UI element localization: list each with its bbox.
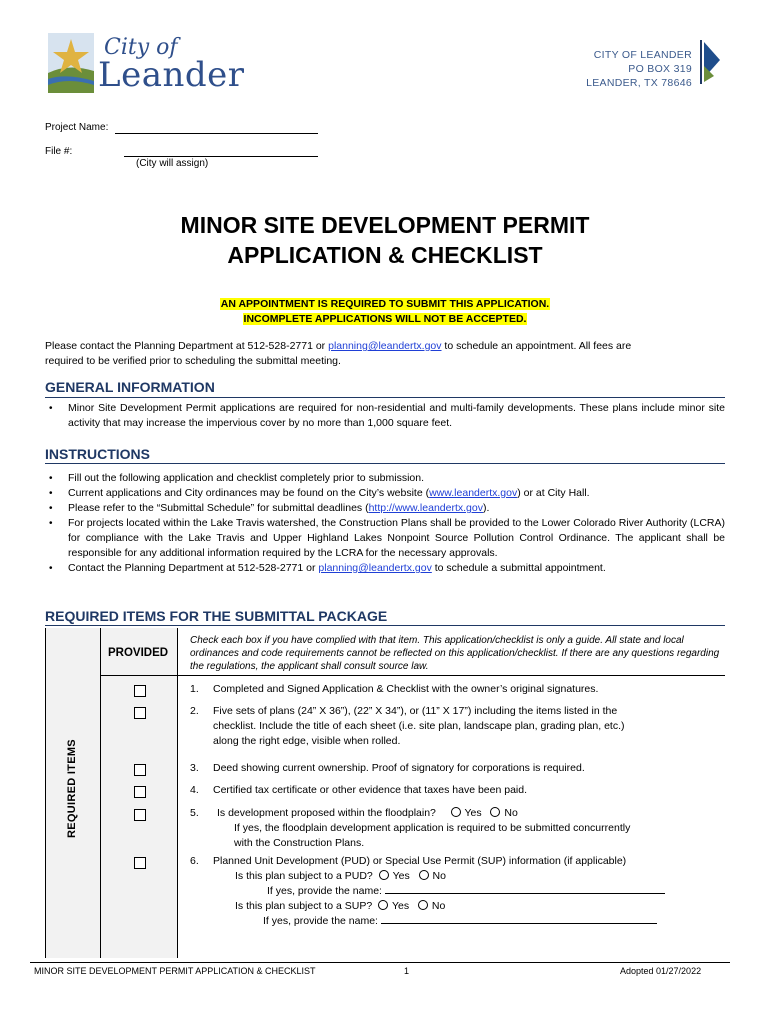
item-number: 3. bbox=[190, 762, 199, 774]
sup-yes-radio[interactable] bbox=[378, 900, 388, 910]
question-text: Is development proposed within the floodplain? bbox=[217, 807, 436, 819]
item-text: with the Construction Plans. bbox=[234, 837, 365, 849]
instructions-heading: INSTRUCTIONS bbox=[45, 446, 150, 462]
list-item bbox=[45, 561, 725, 576]
required-items-heading: REQUIRED ITEMS FOR THE SUBMITTAL PACKAGE bbox=[45, 608, 388, 624]
item-4-checkbox[interactable] bbox=[134, 786, 146, 798]
provided-column-header: PROVIDED bbox=[108, 647, 169, 659]
pud-name-row bbox=[267, 884, 665, 899]
item-number: 6. bbox=[190, 855, 199, 867]
general-information-heading: GENERAL INFORMATION bbox=[45, 379, 215, 395]
item-text: Five sets of plans (24” X 36”), (22” X 34”), or (11” X 17”) including the items listed in the bbox=[213, 705, 618, 717]
item-text: Completed and Signed Application & Checklist with the owner’s original signatures. bbox=[213, 683, 599, 695]
logo-city-text: City of bbox=[104, 35, 178, 60]
table-border bbox=[177, 628, 178, 958]
sup-no-radio[interactable] bbox=[418, 900, 428, 910]
section-divider bbox=[45, 397, 725, 398]
item-5-checkbox[interactable] bbox=[134, 809, 146, 821]
address-line: PO BOX 319 bbox=[628, 63, 692, 75]
page-title-line1: MINOR SITE DEVELOPMENT PERMIT bbox=[180, 212, 590, 238]
provide-name-label: If yes, provide the name: bbox=[263, 915, 378, 927]
instructions-list bbox=[45, 471, 725, 576]
project-name-field[interactable] bbox=[115, 133, 318, 134]
city-logo bbox=[48, 33, 243, 99]
contact-paragraph-line2: required to be verified prior to scheduling the submittal meeting. bbox=[45, 355, 341, 367]
list-item: • For projects located within the Lake Travis watershed, the Construction Plans shall be provided to the Lower Colorado River Authority (LCRA) for compliance with the Lake Travis and Upper Highland Lakes Nonpoint Source Pollution Control Ordinance. The applicant shall be responsible for any additional information required by the LCRA for the necessary approvals. bbox=[45, 516, 725, 561]
footer-document-title: MINOR SITE DEVELOPMENT PERMIT APPLICATION & CHECKLIST bbox=[34, 966, 316, 976]
mailing-address bbox=[586, 48, 692, 90]
star-logo-icon bbox=[48, 33, 94, 93]
section-divider bbox=[45, 625, 725, 626]
checklist-item-3 bbox=[190, 761, 725, 777]
floodplain-no-radio[interactable] bbox=[490, 807, 500, 817]
instruction-text: Please refer to the “Submittal Schedule” for submittal deadlines ( bbox=[68, 502, 369, 514]
checklist-guidance-note: Check each box if you have complied with that item. This application/checklist is only a guide. All state and local ordinances and code requirements cannot be reflected on this application/checklist. If there are any questions regarding the regulations, the applicant shall consult source law. bbox=[190, 635, 720, 672]
warning-line2: INCOMPLETE APPLICATIONS WILL NOT BE ACCEPTED. bbox=[243, 313, 527, 325]
instruction-text: Current applications and City ordinances may be found on the City’s website ( bbox=[68, 487, 430, 499]
incomplete-warning bbox=[0, 312, 770, 327]
contact-paragraph bbox=[45, 339, 730, 354]
list-item bbox=[45, 501, 725, 516]
pud-yes-radio[interactable] bbox=[379, 870, 389, 880]
floodplain-question bbox=[217, 806, 518, 821]
file-number-label: File #: bbox=[45, 146, 73, 157]
checklist-item-6 bbox=[190, 854, 725, 930]
sup-question bbox=[235, 899, 445, 914]
item-6-checkbox[interactable] bbox=[134, 857, 146, 869]
corner-flag-icon bbox=[700, 40, 722, 84]
checklist-item-1 bbox=[190, 682, 725, 698]
instruction-text: ) or at City Hall. bbox=[517, 487, 590, 499]
instruction-text: ). bbox=[482, 502, 490, 514]
submittal-schedule-link[interactable]: http://www.leandertx.gov bbox=[368, 502, 483, 514]
item-2-checkbox[interactable] bbox=[134, 707, 146, 719]
instruction-text: Contact the Planning Department at 512-528-2771 or bbox=[68, 562, 319, 574]
provide-name-label: If yes, provide the name: bbox=[267, 885, 382, 897]
radio-label: No bbox=[504, 807, 518, 819]
pud-name-field[interactable] bbox=[385, 893, 665, 894]
list-item bbox=[45, 486, 725, 501]
page-title-line2: APPLICATION & CHECKLIST bbox=[227, 242, 543, 268]
item-text: along the right edge, visible when rolled. bbox=[213, 735, 401, 747]
address-line: CITY OF LEANDER bbox=[593, 49, 692, 61]
footer-adopted-date: Adopted 01/27/2022 bbox=[620, 966, 702, 976]
general-information-list bbox=[45, 401, 725, 431]
planning-email-link[interactable]: planning@leandertx.gov bbox=[318, 562, 432, 574]
section-divider bbox=[45, 463, 725, 464]
file-number-note: (City will assign) bbox=[136, 158, 209, 169]
list-item: • Fill out the following application and checklist completely prior to submission. bbox=[45, 471, 725, 486]
sup-name-field[interactable] bbox=[381, 923, 657, 924]
question-text: Is this plan subject to a PUD? bbox=[235, 870, 373, 882]
planning-email-link[interactable]: planning@leandertx.gov bbox=[328, 340, 442, 352]
item-number: 4. bbox=[190, 784, 199, 796]
project-name-label: Project Name: bbox=[45, 122, 109, 133]
required-items-side-label: REQUIRED ITEMS bbox=[66, 739, 78, 838]
table-border bbox=[45, 628, 46, 958]
table-border bbox=[100, 675, 725, 676]
radio-label: No bbox=[432, 870, 446, 882]
file-number-field[interactable] bbox=[124, 156, 318, 157]
sup-name-row bbox=[263, 914, 657, 929]
item-text: If yes, the floodplain development application is required to be submitted concurrently bbox=[234, 822, 631, 834]
item-1-checkbox[interactable] bbox=[134, 685, 146, 697]
provided-column-shade bbox=[45, 628, 178, 958]
footer-divider bbox=[30, 962, 730, 963]
appointment-warning bbox=[0, 297, 770, 312]
city-website-link[interactable]: www.leandertx.gov bbox=[429, 487, 518, 499]
radio-label: Yes bbox=[464, 807, 482, 819]
floodplain-yes-radio[interactable] bbox=[451, 807, 461, 817]
radio-label: Yes bbox=[392, 900, 410, 912]
item-number: 1. bbox=[190, 683, 199, 695]
item-text: Planned Unit Development (PUD) or Special Use Permit (SUP) information (if applicable) bbox=[213, 855, 627, 867]
table-border bbox=[100, 628, 101, 958]
checklist-item-2 bbox=[190, 704, 725, 750]
radio-label: No bbox=[431, 900, 446, 912]
item-number: 5. bbox=[190, 807, 199, 819]
item-text: Deed showing current ownership. Proof of signatory for corporations is required. bbox=[213, 762, 585, 774]
contact-text: to schedule an appointment. All fees are bbox=[441, 340, 632, 352]
item-text: Certified tax certificate or other evidence that taxes have been paid. bbox=[213, 784, 528, 796]
radio-label: Yes bbox=[392, 870, 410, 882]
pud-no-radio[interactable] bbox=[419, 870, 429, 880]
item-3-checkbox[interactable] bbox=[134, 764, 146, 776]
logo-leander-text: Leander bbox=[98, 55, 245, 95]
address-line: LEANDER, TX 78646 bbox=[586, 77, 692, 89]
contact-text: Please contact the Planning Department at 512-528-2771 or bbox=[45, 340, 329, 352]
question-text: Is this plan subject to a SUP? bbox=[235, 900, 373, 912]
instruction-text: to schedule a submittal appointment. bbox=[431, 562, 606, 574]
item-text: checklist. Include the title of each sheet (i.e. site plan, landscape plan, grading plan, etc.) bbox=[213, 720, 625, 732]
warning-line1: AN APPOINTMENT IS REQUIRED TO SUBMIT THIS APPLICATION. bbox=[220, 298, 550, 310]
pud-question bbox=[235, 869, 446, 884]
footer-page-number: 1 bbox=[404, 966, 410, 976]
checklist-item-4 bbox=[190, 783, 725, 799]
list-item: • Minor Site Development Permit applications are required for non-residential and multi-family developments. These plans include minor site activity that may increase the impervious cover by no more than 1,000 square feet. bbox=[45, 401, 725, 431]
checklist-item-5 bbox=[190, 806, 725, 852]
item-number: 2. bbox=[190, 705, 199, 717]
